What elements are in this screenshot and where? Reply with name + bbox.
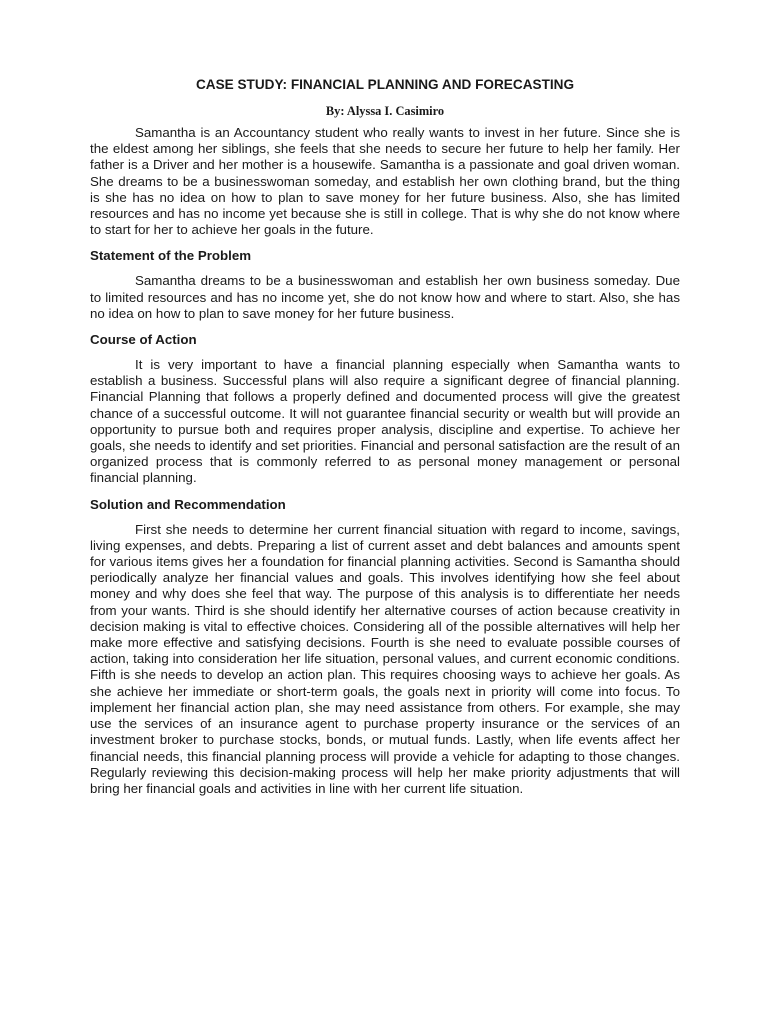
section-solution — [90, 497, 680, 797]
section-course-of-action — [90, 332, 680, 487]
section-heading: Solution and Recommendation — [90, 496, 286, 512]
section-problem — [90, 248, 680, 322]
author-byline: By: Alyssa I. Casimiro — [325, 104, 445, 118]
intro-paragraph: Samantha is an Accountancy student who really wants to invest in her future. Since she is the eldest among her siblings, she feels that she needs to secure her future to help her family. Her father is a Driver and her mother is a housewife. Samantha is a passionate and goal driven woman. She dreams to be a businesswoman someday, and establish her own clothing brand, but the thing is she has no idea on how to plan to save money for her future business. Also, she has limited resources and has no income yet because she is still in college. That is why she do not know where to start for her to achieve her goals in the future. — [90, 125, 680, 238]
section-paragraph: It is very important to have a financial planning especially when Samantha wants to establish a business. Successful plans will also require a significant degree of financial planning. Financial Planning that follows a properly defined and documented process will give the greatest chance of a successful outcome. It will not guarantee financial security or wealth but will provide an opportunity to pursue both and requires proper analysis, discipline and expertise. To achieve her goals, she needs to identify and set priorities. Financial and personal satisfaction are the result of an organized process that is commonly referred to as personal money management or personal financial planning. — [90, 357, 680, 486]
section-heading: Statement of the Problem — [90, 248, 252, 264]
document-title: CASE STUDY: FINANCIAL PLANNING AND FORECASTING — [195, 77, 575, 92]
section-paragraph: First she needs to determine her current financial situation with regard to income, savings, living expenses, and debts. Preparing a list of current asset and debt balances and amounts spent for various items gives her a foundation for financial planning activities. Second is Samantha should periodically analyze her financial values and goals. This involves identifying how she feel about money and why does she feel that way. The purpose of this analysis is to differentiate her needs from your wants. Third is she should identify her alternative courses of action because creativity in decision making is vital to effective choices. Considering all of the possible alternatives will help her make more effective and satisfying decisions. Fourth is she need to evaluate possible courses of action, taking into consideration her life situation, personal values, and current economic conditions. Fifth is she needs to develop an action plan. This requires choosing ways to achieve her goals. As she achieve her immediate or short-term goals, the goals next in priority will come into focus. To implement her financial action plan, she may need assistance from others. For example, she may use the services of an insurance agent to purchase property insurance or the services of an investment broker to purchase stocks, bonds, or mutual funds. Lastly, when life events affect her financial needs, this financial planning process will provide a vehicle for adapting to those changes. Regularly reviewing this decision-making process will help her make priority adjustments that will bring her financial goals and activities in line with her current life situation. — [90, 521, 680, 796]
document-page — [90, 76, 680, 797]
section-heading: Course of Action — [90, 332, 197, 348]
section-paragraph: Samantha dreams to be a businesswoman and establish her own business someday. Due to limited resources and has no income yet, she do not know how and where to start. Also, she has no idea on how to plan to save money for her future business. — [90, 273, 680, 321]
